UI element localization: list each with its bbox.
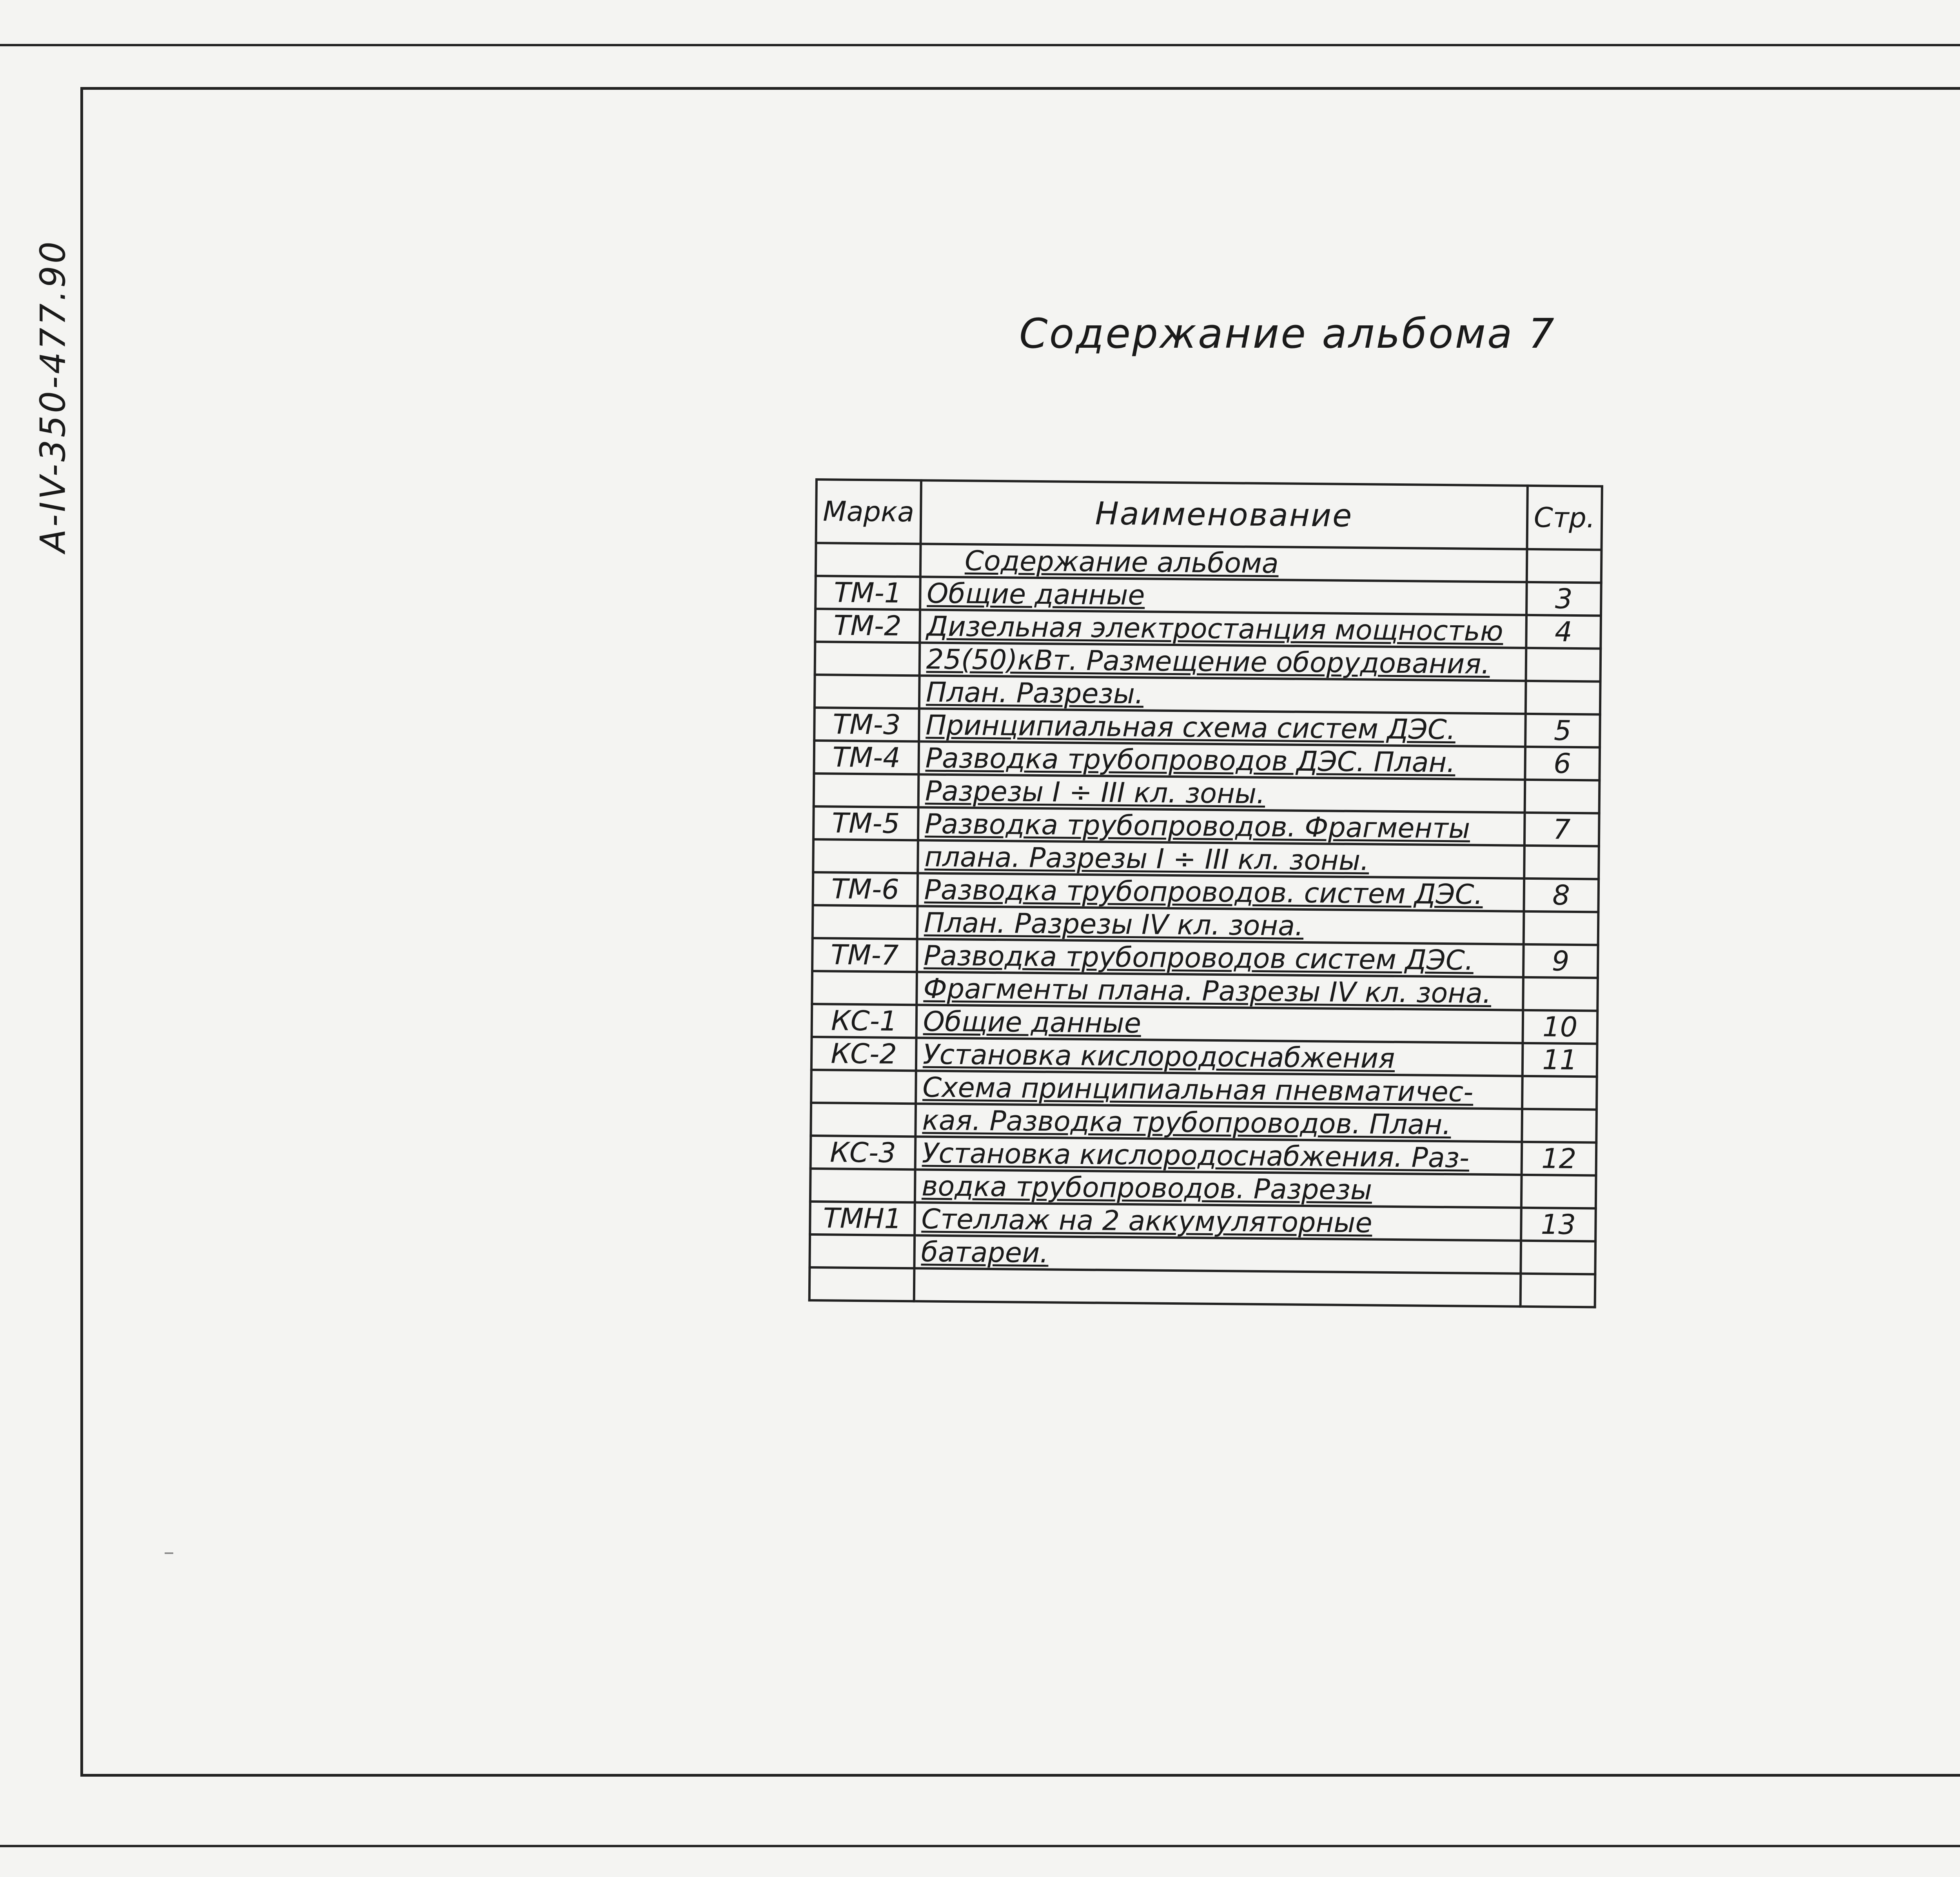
row-page: [1520, 1274, 1595, 1307]
row-name: водка трубопроводов. Разрезы: [915, 1169, 1521, 1207]
row-name: батареи.: [914, 1235, 1521, 1273]
row-code: [811, 1070, 916, 1104]
row-page: 5: [1525, 714, 1600, 748]
row-code: [815, 642, 920, 675]
page-title: Содержание альбома 7: [1019, 310, 1556, 358]
header-page: Стр.: [1527, 486, 1602, 550]
row-page: 13: [1521, 1208, 1596, 1242]
row-name: Содержание альбома: [920, 544, 1527, 582]
row-page: [1521, 1175, 1596, 1209]
row-page: 12: [1521, 1142, 1596, 1176]
row-name: Дизельная электростанция мощностью: [920, 610, 1526, 648]
row-code: ТМ-1: [815, 576, 920, 610]
side-document-code: А-IV-350-477.90: [33, 239, 73, 553]
row-code: ТМН1: [810, 1202, 915, 1235]
row-name: Установка кислородоснабжения. Раз-: [915, 1136, 1522, 1174]
row-page: 3: [1526, 582, 1601, 616]
row-name: плана. Разрезы I ÷ III кл. зоны.: [918, 840, 1524, 878]
row-code: КС-1: [812, 1004, 917, 1038]
row-page: [1523, 977, 1598, 1011]
row-page: [1524, 846, 1599, 879]
row-name: План. Разрезы IV кл. зона.: [917, 906, 1524, 944]
row-name: Стеллаж на 2 аккумуляторные: [915, 1202, 1521, 1240]
table-row: [809, 1267, 1595, 1307]
row-code: [810, 1169, 915, 1202]
row-code: [815, 675, 920, 708]
contents-table: [808, 478, 1603, 1308]
row-name: Разводка трубопроводов систем ДЭС.: [917, 939, 1523, 977]
row-code: [813, 839, 918, 873]
row-code: ТМ-6: [813, 872, 918, 906]
row-name: Разводка трубопроводов ДЭС. План.: [918, 741, 1525, 779]
row-page: [1526, 648, 1601, 682]
row-name: [914, 1268, 1521, 1306]
row-name: План. Разрезы.: [919, 675, 1526, 713]
row-name: Фрагменты плана. Разрезы IV кл. зона.: [916, 972, 1523, 1010]
row-page: [1524, 780, 1599, 813]
row-page: [1525, 681, 1600, 715]
row-name: кая. Разводка трубопроводов. План.: [915, 1104, 1522, 1142]
row-code: [813, 905, 918, 939]
row-name: Установка кислородоснабжения: [916, 1038, 1523, 1076]
row-code: ТМ-5: [813, 806, 918, 840]
row-code: [809, 1267, 915, 1301]
row-name: Принципиальная схема систем ДЭС.: [919, 708, 1525, 746]
row-page: 11: [1522, 1043, 1597, 1077]
row-code: КС-3: [811, 1136, 916, 1169]
row-code: [811, 1103, 916, 1136]
row-name: 25(50)кВт. Размещение оборудования.: [920, 643, 1526, 681]
row-code: ТМ-3: [814, 708, 919, 741]
row-page: 8: [1524, 879, 1599, 912]
row-code: ТМ-2: [815, 609, 920, 643]
row-page: 7: [1524, 813, 1599, 846]
row-name: Разводка трубопроводов. Фрагменты: [918, 807, 1524, 845]
row-name: Разводка трубопроводов. систем ДЭС.: [917, 873, 1524, 911]
row-page: [1521, 1241, 1595, 1274]
row-name: Общие данные: [920, 577, 1526, 615]
row-name: Схема принципиальная пневматичес-: [916, 1071, 1522, 1109]
row-name: Общие данные: [916, 1005, 1523, 1043]
row-code: КС-2: [811, 1037, 916, 1071]
row-code: ТМ-4: [814, 741, 919, 774]
row-page: 10: [1523, 1010, 1597, 1044]
table-header-row: [816, 479, 1602, 550]
row-code: [812, 971, 917, 1005]
scan-mark: [165, 1552, 173, 1554]
row-page: [1526, 549, 1601, 583]
header-code: Марка: [816, 479, 921, 544]
row-page: 6: [1525, 747, 1600, 781]
row-page: [1522, 1109, 1597, 1143]
row-page: 9: [1523, 944, 1598, 978]
row-code: [809, 1234, 915, 1268]
row-page: 4: [1526, 615, 1601, 649]
row-code: [814, 773, 919, 807]
table-body: [809, 543, 1602, 1307]
row-code: [816, 543, 921, 577]
row-page: [1523, 911, 1598, 945]
row-name: Разрезы I ÷ III кл. зоны.: [918, 774, 1525, 812]
header-name: Наименование: [920, 480, 1527, 549]
row-page: [1522, 1076, 1597, 1110]
row-code: ТМ-7: [812, 938, 917, 972]
